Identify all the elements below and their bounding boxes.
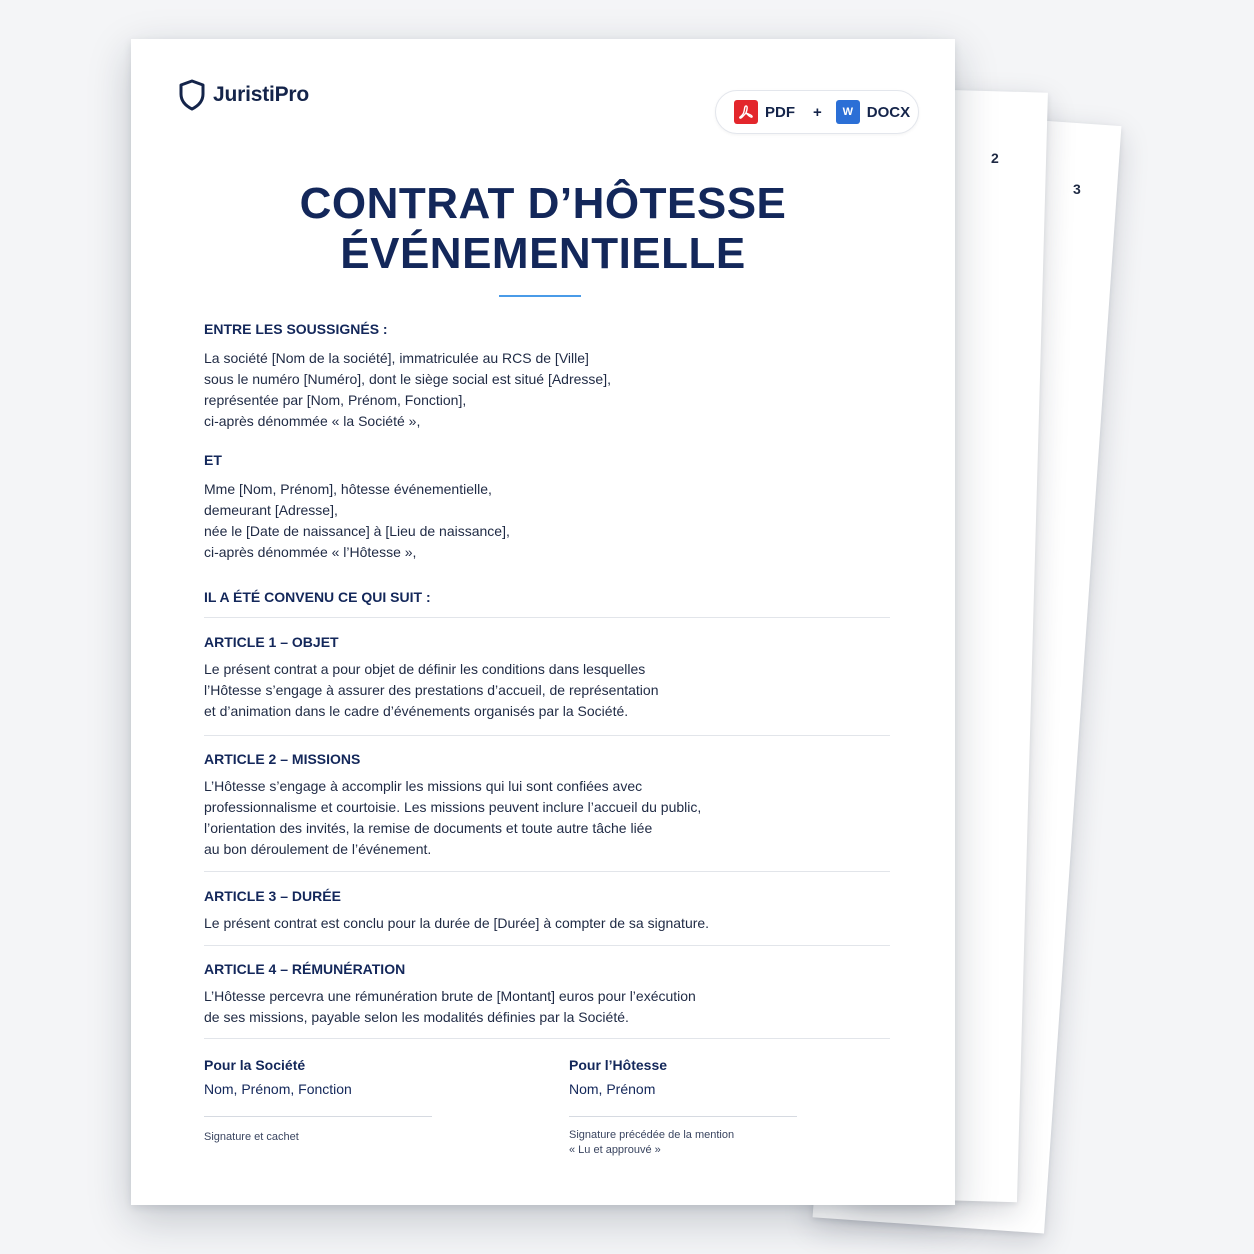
article-2-text: L’Hôtesse s’engage à accomplir les missions qui lui sont confiées avec professionnalisme et courtoisie. Les missions peuvent inclure l’accueil du public, l’orientation des invités, la remise de documents et toute autre tâche liée au bon déroulement de l’événement. (204, 778, 702, 857)
signature-line-hostess (569, 1116, 797, 1117)
shield-icon (179, 79, 205, 111)
signature-hostess-note: Signature précédée de la mention « Lu et approuvé » (569, 1129, 735, 1156)
brand-name: JuristiPro (213, 83, 310, 106)
signature-company-name: Nom, Prénom, Fonction (204, 1081, 352, 1097)
title-underline (499, 295, 581, 297)
article-1-text: Le présent contrat a pour objet de définir les conditions dans lesquelles l’Hôtesse s’engage à assurer des prestations d’accueil, de représentation et d’animation dans le cadre d’événements organisés par la Société. (204, 661, 659, 719)
divider (204, 945, 890, 946)
divider (204, 1038, 890, 1039)
docx-label[interactable]: DOCX (866, 103, 911, 121)
agreement-heading: IL A ÉTÉ CONVENU CE QUI SUIT : (204, 589, 431, 605)
plus-sign: + (813, 103, 822, 121)
pdf-label[interactable]: PDF (765, 103, 795, 121)
signature-company-note: Signature et cachet (204, 1131, 299, 1143)
signature-line-company (204, 1116, 432, 1117)
word-letter: W (842, 106, 853, 118)
signature-hostess-name: Nom, Prénom (569, 1081, 656, 1097)
hostess-paragraph: Mme [Nom, Prénom], hôtesse événementielle, demeurant [Adresse], née le [Date de naissance] à [Lieu de naissance], ci-après dénommée « l’Hôtesse », (204, 481, 510, 560)
article-1-title: ARTICLE 1 – OBJET (204, 634, 339, 650)
article-4-text: L’Hôtesse percevra une rémunération brute de [Montant] euros pour l’exécution de ses missions, payable selon les modalités définies par la Société. (204, 988, 696, 1025)
document-title (131, 179, 955, 279)
divider (204, 617, 890, 618)
article-2-title: ARTICLE 2 – MISSIONS (204, 751, 361, 767)
contract-page (131, 39, 955, 1205)
signature-company (204, 1057, 352, 1097)
signature-hostess-heading: Pour l’Hôtesse (569, 1057, 668, 1073)
title-line-1: CONTRAT D’HÔTESSE (299, 179, 787, 228)
article-4-title: ARTICLE 4 – RÉMUNÉRATION (204, 961, 406, 977)
signature-hostess (569, 1057, 667, 1097)
format-badge (715, 90, 919, 134)
signature-company-heading: Pour la Société (204, 1057, 306, 1073)
page-number-3: 3 (1073, 181, 1081, 197)
et-heading: ET (204, 452, 222, 468)
parties-heading: ENTRE LES SOUSSIGNÉS : (204, 321, 388, 337)
article-3-text: Le présent contrat est conclu pour la durée de [Durée] à compter de sa signature. (204, 915, 710, 931)
divider (204, 871, 890, 872)
word-icon[interactable] (836, 100, 860, 124)
acrobat-glyph (738, 104, 754, 120)
company-paragraph: La société [Nom de la société], immatriculée au RCS de [Ville] sous le numéro [Numéro], dont le siège social est situé [Adresse], représentée par [Nom, Prénom, Fonction], ci-après dénommée « la Société », (204, 350, 611, 429)
page-number-2: 2 (991, 150, 999, 166)
brand-logo (179, 79, 309, 111)
pdf-icon[interactable] (734, 100, 758, 124)
article-3-title: ARTICLE 3 – DURÉE (204, 888, 341, 904)
title-line-2: ÉVÉNEMENTIELLE (340, 229, 746, 278)
divider (204, 735, 890, 736)
